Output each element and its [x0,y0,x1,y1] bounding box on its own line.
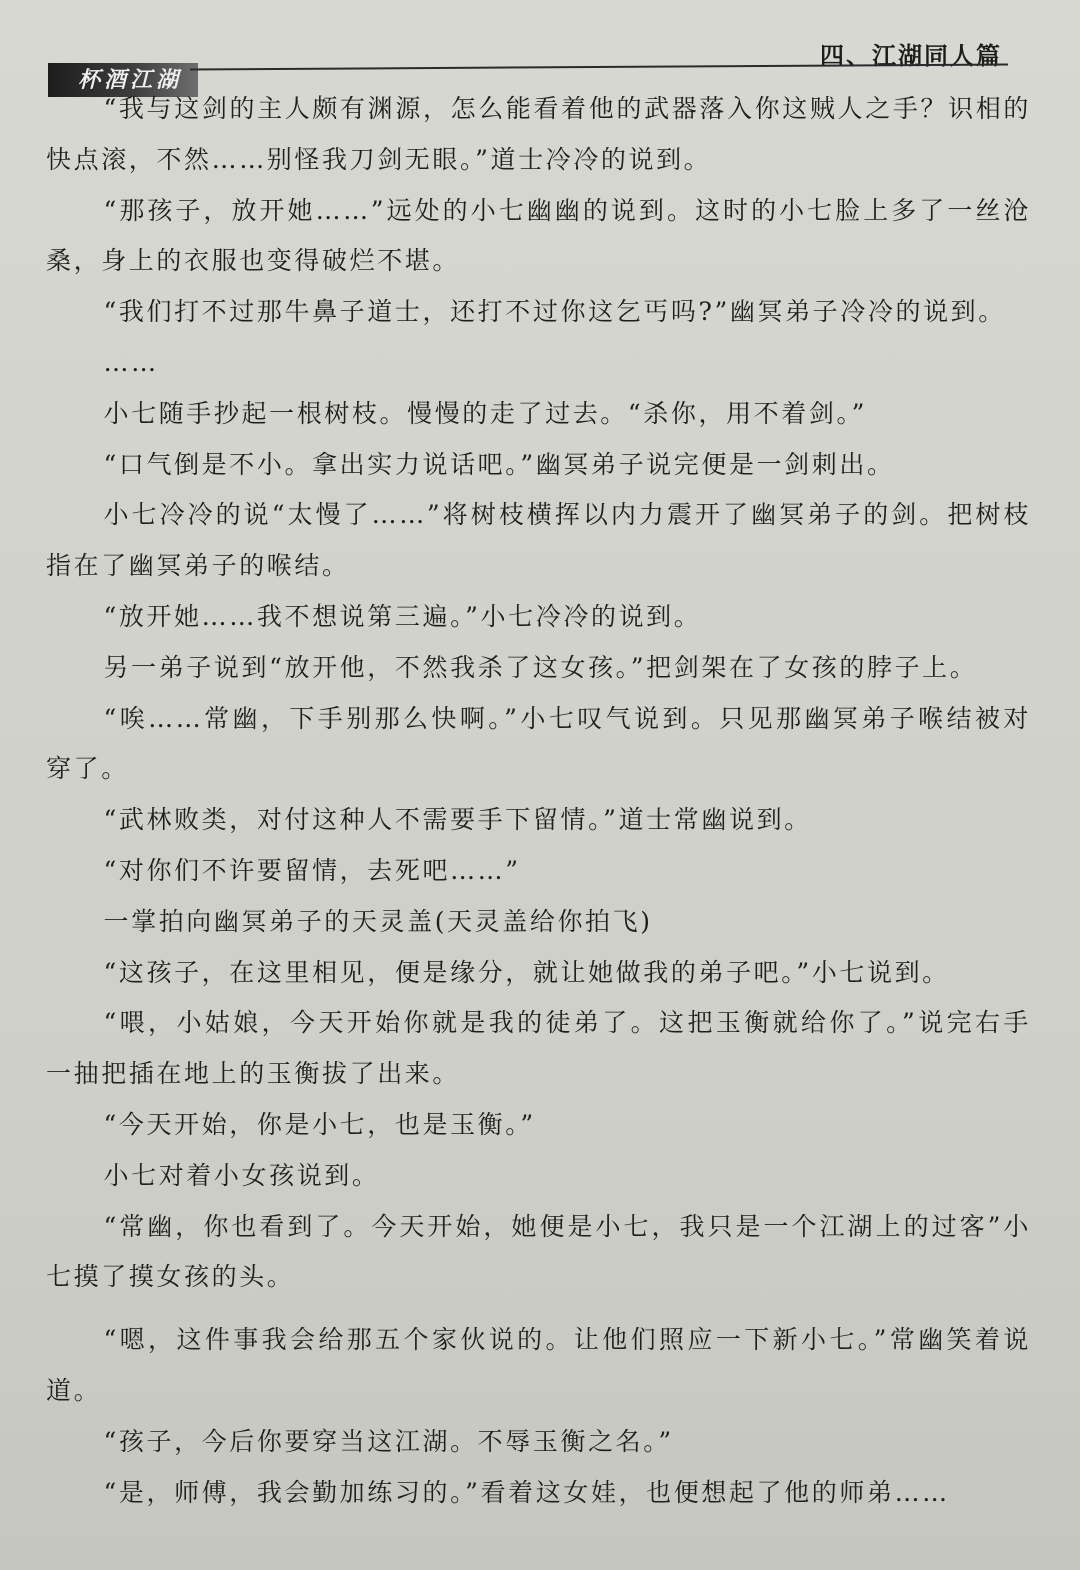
book-title-badge: 杯酒江湖 [48,63,198,97]
paragraph: “常幽，你也看到了。今天开始，她便是小七，我只是一个江湖上的过客”小七摸了摸女孩的头。 [46,1211,1031,1292]
paragraph: 一掌拍向幽冥弟子的天灵盖(天灵盖给你拍飞) [103,906,653,936]
paragraph: 小七随手抄起一根树枝。慢慢的走了过去。“杀你，用不着剑。” [103,398,867,428]
paragraph: “是，师傅，我会勤加练习的。”看着这女娃，也便想起了他的师弟…… [103,1477,950,1507]
paragraph: “孩子，今后你要穿当这江湖。不辱玉衡之名。” [103,1426,674,1456]
paragraph: 小七对着小女孩说到。 [103,1160,380,1190]
paragraph: “口气倒是不小。拿出实力说话吧。”幽冥弟子说完便是一剑刺出。 [103,449,895,479]
body-text [46,84,1031,1518]
paragraph: “武林败类，对付这种人不需要手下留情。”道士常幽说到。 [103,805,812,835]
paragraph: “放开她……我不想说第三遍。”小七冷冷的说到。 [103,601,702,631]
paragraph: “喂，小姑娘，今天开始你就是我的徒弟了。这把玉衡就给你了。”说完右手一抽把插在地上的玉衡拔了出来。 [46,1008,1031,1089]
paragraph: “我们打不过那牛鼻子道士，还打不过你这乞丐吗?”幽冥弟子冷冷的说到。 [103,297,1006,327]
paragraph: …… [103,347,159,377]
paragraph: “那孩子，放开她……”远处的小七幽幽的说到。这时的小七脸上多了一丝沧桑，身上的衣服也变得破烂不堪。 [46,195,1031,276]
chapter-title: 四、江湖同人篇 [820,41,1002,70]
paragraph: “今天开始，你是小七，也是玉衡。” [103,1109,536,1139]
paragraph: “这孩子，在这里相见，便是缘分，就让她做我的弟子吧。”小七说到。 [103,957,950,987]
paragraph: 另一弟子说到“放开他，不然我杀了这女孩。”把剑架在了女孩的脖子上。 [103,652,978,682]
paragraph: “对你们不许要留情，去死吧……” [103,855,521,885]
paragraph: “嗯，这件事我会给那五个家伙说的。让他们照应一下新小七。”常幽笑着说道。 [46,1325,1031,1405]
paragraph: 小七冷冷的说“太慢了……”将树枝横挥以内力震开了幽冥弟子的剑。把树枝指在了幽冥弟子的喉结。 [46,500,1031,581]
paragraph: “我与这剑的主人颇有渊源，怎么能看着他的武器落入你这贼人之手？识相的快点滚，不然……别怪我刀剑无眼。”道士冷冷的说到。 [46,94,1031,174]
paragraph: “唉……常幽，下手别那么快啊。”小七叹气说到。只见那幽冥弟子喉结被对穿了。 [46,703,1031,784]
